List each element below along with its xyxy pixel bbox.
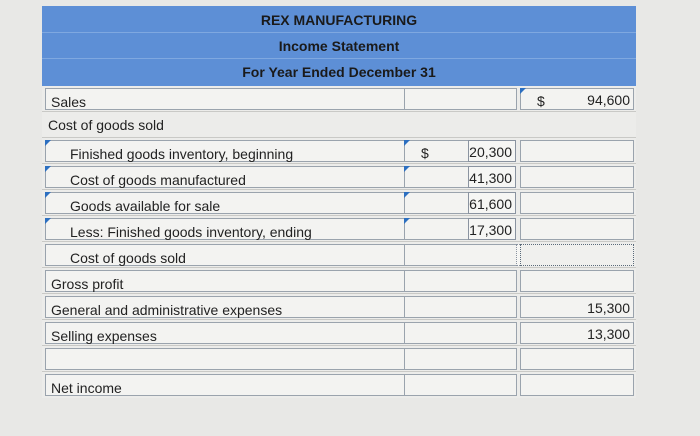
fg-beginning-amount-field[interactable] <box>468 140 516 162</box>
cogs-total-label: Cost of goods sold <box>70 250 186 266</box>
net-income-col-a-field[interactable] <box>404 374 517 396</box>
gen-admin-label: General and administrative expenses <box>51 302 283 318</box>
field-marker-icon <box>404 218 410 224</box>
row-cogs-total <box>42 242 636 268</box>
fg-ending-amount: 17,300 <box>469 222 512 238</box>
fg-ending-label-field[interactable] <box>45 218 405 240</box>
sales-amount: 94,600 <box>587 92 630 108</box>
gross-profit-amount-field[interactable] <box>520 270 634 292</box>
sales-label-field[interactable] <box>45 88 405 110</box>
cogs-total-label-field[interactable] <box>45 244 405 266</box>
cogs-total-amount-field[interactable] <box>520 244 634 266</box>
cogm-currency-field[interactable] <box>404 166 470 188</box>
net-income-amount-field[interactable] <box>520 374 634 396</box>
gross-profit-label: Gross profit <box>51 276 124 292</box>
selling-col-a-field[interactable] <box>404 322 517 344</box>
gross-profit-label-field[interactable] <box>45 270 405 292</box>
blank-amount-field[interactable] <box>520 348 634 370</box>
field-marker-icon <box>404 166 410 172</box>
blank-col-a-field[interactable] <box>404 348 517 370</box>
income-statement-table <box>42 6 636 398</box>
cogm-label-field[interactable] <box>45 166 405 188</box>
row-fg-ending <box>42 216 636 242</box>
row-net-income <box>42 372 636 398</box>
field-marker-icon <box>45 192 51 198</box>
field-marker-icon <box>45 218 51 224</box>
fg-beginning-currency: $ <box>421 145 429 161</box>
cogm-label: Cost of goods manufactured <box>70 172 246 188</box>
goods-available-label: Goods available for sale <box>70 198 221 214</box>
cogm-amount: 41,300 <box>469 170 512 186</box>
cogs-heading-label: Cost of goods sold <box>48 117 164 133</box>
sales-label: Sales <box>51 94 87 110</box>
header-divider <box>42 32 636 33</box>
fg-beginning-currency-field[interactable] <box>404 140 470 162</box>
field-marker-icon <box>404 192 410 198</box>
goods-available-label-field[interactable] <box>45 192 405 214</box>
cogm-col-b-field[interactable] <box>520 166 634 188</box>
goods-available-col-b-field[interactable] <box>520 192 634 214</box>
gen-admin-label-field[interactable] <box>45 296 405 318</box>
company-name: REX MANUFACTURING <box>260 12 418 28</box>
fg-ending-amount-field[interactable] <box>468 218 516 240</box>
goods-available-amount: 61,600 <box>469 196 512 212</box>
field-marker-icon <box>45 140 51 146</box>
net-income-label-field[interactable] <box>45 374 405 396</box>
selling-label-field[interactable] <box>45 322 405 344</box>
header-divider <box>42 58 636 59</box>
gross-profit-col-a-field[interactable] <box>404 270 517 292</box>
statement-header <box>42 6 636 86</box>
fg-beginning-col-b-field[interactable] <box>520 140 634 162</box>
field-marker-icon <box>45 166 51 172</box>
sales-amount-field[interactable] <box>520 88 634 110</box>
fg-beginning-amount: 20,300 <box>469 144 512 160</box>
gen-admin-amount-field[interactable] <box>520 296 634 318</box>
statement-title: Income Statement <box>278 38 400 54</box>
fg-ending-label: Less: Finished goods inventory, ending <box>70 224 312 240</box>
row-cogm <box>42 164 636 190</box>
sales-col-a-field[interactable] <box>404 88 517 110</box>
gen-admin-col-a-field[interactable] <box>404 296 517 318</box>
cogs-total-col-a-field[interactable] <box>404 244 517 266</box>
row-gross-profit <box>42 268 636 294</box>
row-goods-available <box>42 190 636 216</box>
field-marker-icon <box>520 88 526 94</box>
goods-available-currency-field[interactable] <box>404 192 470 214</box>
selling-amount-field[interactable] <box>520 322 634 344</box>
fg-beginning-label-field[interactable] <box>45 140 405 162</box>
goods-available-amount-field[interactable] <box>468 192 516 214</box>
row-blank <box>42 346 636 372</box>
selling-amount: 13,300 <box>587 326 630 342</box>
fg-ending-currency-field[interactable] <box>404 218 470 240</box>
row-selling <box>42 320 636 346</box>
row-fg-beginning <box>42 138 636 164</box>
net-income-label: Net income <box>51 380 122 396</box>
row-cogs-heading <box>42 112 636 138</box>
statement-period: For Year Ended December 31 <box>242 64 436 80</box>
cogm-amount-field[interactable] <box>468 166 516 188</box>
fg-beginning-label: Finished goods inventory, beginning <box>70 146 294 162</box>
blank-label-field[interactable] <box>45 348 405 370</box>
field-marker-icon <box>404 140 410 146</box>
row-sales <box>42 86 636 112</box>
selling-label: Selling expenses <box>51 328 157 344</box>
fg-ending-col-b-field[interactable] <box>520 218 634 240</box>
row-gen-admin <box>42 294 636 320</box>
gen-admin-amount: 15,300 <box>587 300 630 316</box>
sales-currency: $ <box>537 93 545 109</box>
